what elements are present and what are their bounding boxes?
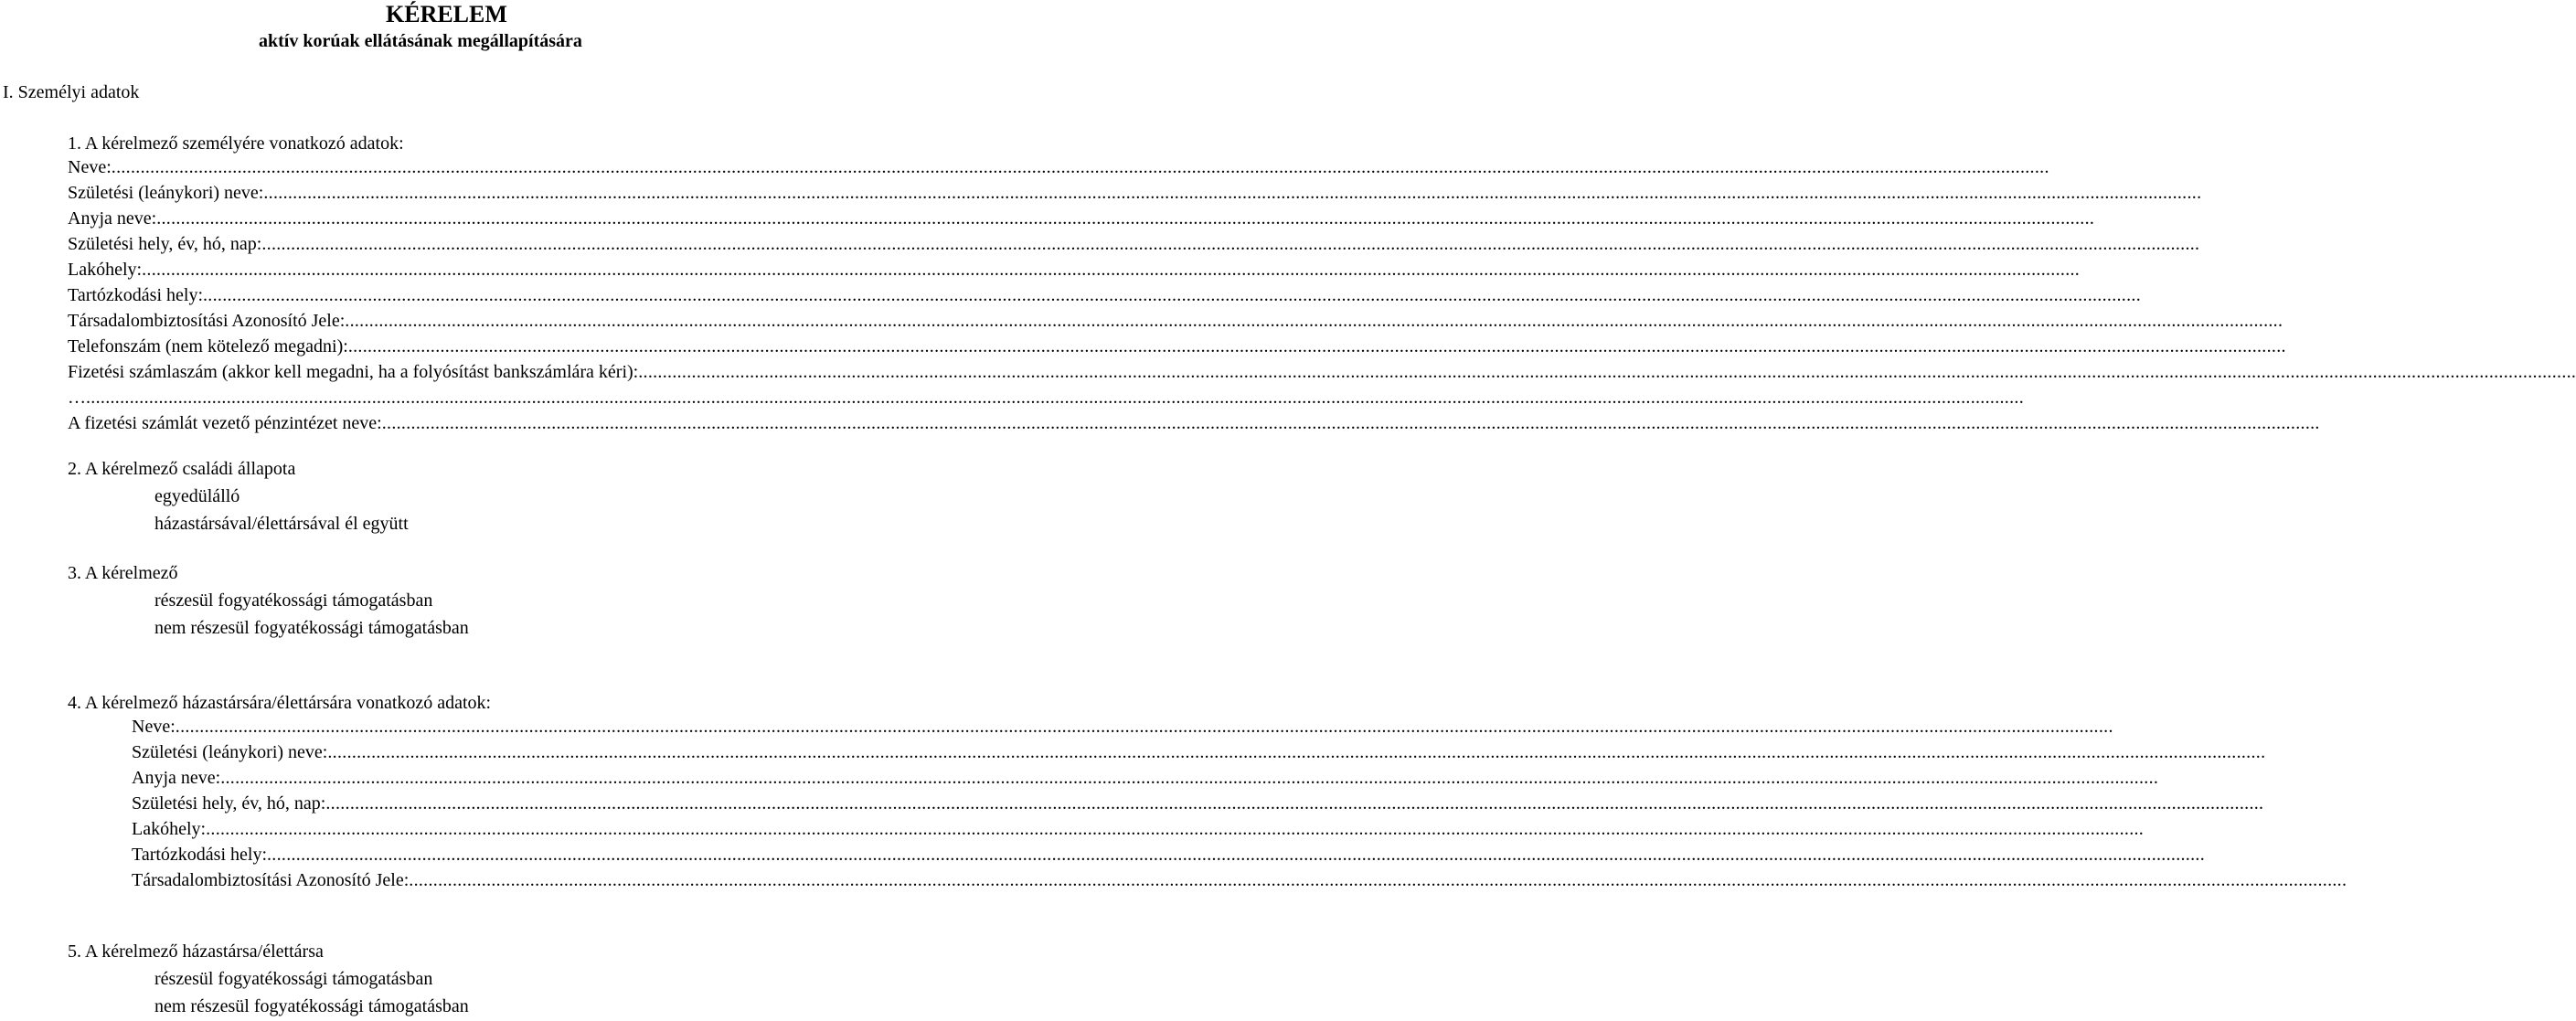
q1-field-label: Neve: [68, 157, 112, 177]
q3-title: 3. A kérelmező [68, 563, 178, 583]
q4-field-row[interactable] [132, 843, 2205, 867]
q1-field-row[interactable] [68, 155, 2049, 179]
q1-fill-in-line[interactable]: ................................................................................................................................................................................................................................................................................................................................................................................................................ [203, 285, 2141, 305]
q5-option-label: nem részesül fogyatékossági támogatásban [154, 996, 469, 1016]
q4-fill-in-line[interactable]: ................................................................................................................................................................................................................................................................................................................................................................................................................ [220, 768, 2159, 788]
q1-fill-in-line[interactable]: ................................................................................................................................................................................................................................................................................................................................................................................................................ [347, 336, 2286, 356]
q3-option-receives[interactable] [132, 589, 432, 612]
q4-fill-in-line[interactable]: ................................................................................................................................................................................................................................................................................................................................................................................................................ [206, 819, 2145, 839]
q1-field-label: Társadalombiztosítási Azonosító Jele: [68, 311, 346, 331]
section-heading-personal-data: I. Személyi adatok [3, 82, 140, 102]
q1-fill-in-line[interactable]: ................................................................................................................................................................................................................................................................................................................................................................................................................ [263, 183, 2202, 203]
q1-field-label: Születési (leánykori) neve: [68, 183, 264, 203]
q4-title: 4. A kérelmező házastársára/élettársára vonatkozó adatok: [68, 693, 492, 713]
q1-field-label: Anyja neve: [68, 208, 157, 229]
q4-field-label: Születési (leánykori) neve: [132, 742, 328, 762]
form-subtitle: aktív korúak ellátásának megállapítására [259, 31, 582, 51]
q1-fill-in-line[interactable]: ................................................................................................................................................................................................................................................................................................................................................................................................................ [345, 311, 2283, 331]
q4-field-label: Neve: [132, 717, 176, 737]
q4-field-row[interactable] [132, 715, 2113, 739]
q2-title: 2. A kérelmező családi állapota [68, 459, 296, 479]
q1-fill-in-line[interactable]: ................................................................................................................................................................................................................................................................................................................................................................................................................ [86, 388, 2024, 408]
q1-field-label: Születési hely, év, hó, nap: [68, 234, 262, 254]
q3-option-label: részesül fogyatékossági támogatásban [154, 590, 433, 611]
q1-field-row[interactable] [68, 283, 2141, 307]
q3-option-not-receives[interactable] [132, 616, 469, 640]
q4-field-label: Társadalombiztosítási Azonosító Jele: [132, 870, 410, 890]
q1-field-row[interactable] [68, 411, 2320, 435]
q2-option-living-together[interactable] [132, 512, 409, 536]
q4-field-label: Lakóhely: [132, 819, 207, 839]
q1-fill-in-line[interactable]: ................................................................................................................................................................................................................................................................................................................................................................................................................ [381, 413, 2320, 433]
q1-fill-in-line[interactable]: ................................................................................................................................................................................................................................................................................................................................................................................................................ [111, 157, 2049, 177]
q4-fill-in-line[interactable]: ................................................................................................................................................................................................................................................................................................................................................................................................................ [325, 793, 2264, 814]
form-title: KÉRELEM [386, 1, 507, 27]
q1-field-label: Telefonszám (nem kötelező megadni): [68, 336, 348, 356]
q1-field-row[interactable] [68, 232, 2200, 256]
q3-option-label: nem részesül fogyatékossági támogatásban [154, 618, 469, 638]
q1-field-row[interactable] [68, 360, 2576, 384]
q2-option-label: házastársával/élettársával él együtt [154, 514, 409, 534]
q1-field-row[interactable] [68, 335, 2286, 358]
q2-option-single[interactable] [132, 484, 240, 508]
q4-field-row[interactable] [132, 868, 2347, 892]
q4-fill-in-line[interactable]: ................................................................................................................................................................................................................................................................................................................................................................................................................ [327, 742, 2266, 762]
q1-field-row[interactable] [68, 207, 2095, 230]
q1-field-row[interactable] [68, 309, 2283, 333]
q4-fill-in-line[interactable]: ................................................................................................................................................................................................................................................................................................................................................................................................................ [267, 845, 2205, 865]
q4-fill-in-line[interactable]: ................................................................................................................................................................................................................................................................................................................................................................................................................ [409, 870, 2347, 890]
q4-field-label: Tartózkodási hely: [132, 845, 267, 865]
q1-fill-in-line[interactable]: ................................................................................................................................................................................................................................................................................................................................................................................................................ [142, 260, 2081, 280]
q1-fill-in-line[interactable]: ................................................................................................................................................................................................................................................................................................................................................................................................................ [156, 208, 2095, 229]
q1-field-row[interactable] [68, 386, 2024, 409]
q1-field-label: A fizetési számlát vezető pénzintézet neve: [68, 413, 382, 433]
q1-field-label: Fizetési számlaszám (akkor kell megadni, ha a folyósítást bankszámlára kéri): [68, 362, 639, 382]
q2-option-label: egyedülálló [154, 486, 240, 506]
q4-field-row[interactable] [132, 740, 2266, 764]
q4-field-row[interactable] [132, 817, 2145, 841]
q4-field-row[interactable] [132, 792, 2264, 815]
q1-fill-in-line[interactable]: ................................................................................................................................................................................................................................................................................................................................................................................................................ [638, 362, 2576, 382]
q5-option-not-receives[interactable] [132, 994, 469, 1018]
q1-field-label: Lakóhely: [68, 260, 143, 280]
q4-field-label: Anyja neve: [132, 768, 221, 788]
q4-field-label: Születési hely, év, hó, nap: [132, 793, 326, 814]
q1-title: 1. A kérelmező személyére vonatkozó adatok: [68, 133, 404, 154]
q1-field-row[interactable] [68, 181, 2202, 205]
q4-fill-in-line[interactable]: ................................................................................................................................................................................................................................................................................................................................................................................................................ [175, 717, 2113, 737]
q4-field-row[interactable] [132, 766, 2159, 790]
q5-option-receives[interactable] [132, 967, 432, 991]
q5-title: 5. A kérelmező házastársa/élettársa [68, 941, 324, 962]
q5-option-label: részesül fogyatékossági támogatásban [154, 969, 433, 989]
q1-field-label: … [68, 388, 86, 408]
q1-field-row[interactable] [68, 258, 2081, 282]
q1-field-label: Tartózkodási hely: [68, 285, 203, 305]
q1-fill-in-line[interactable]: ................................................................................................................................................................................................................................................................................................................................................................................................................ [261, 234, 2200, 254]
